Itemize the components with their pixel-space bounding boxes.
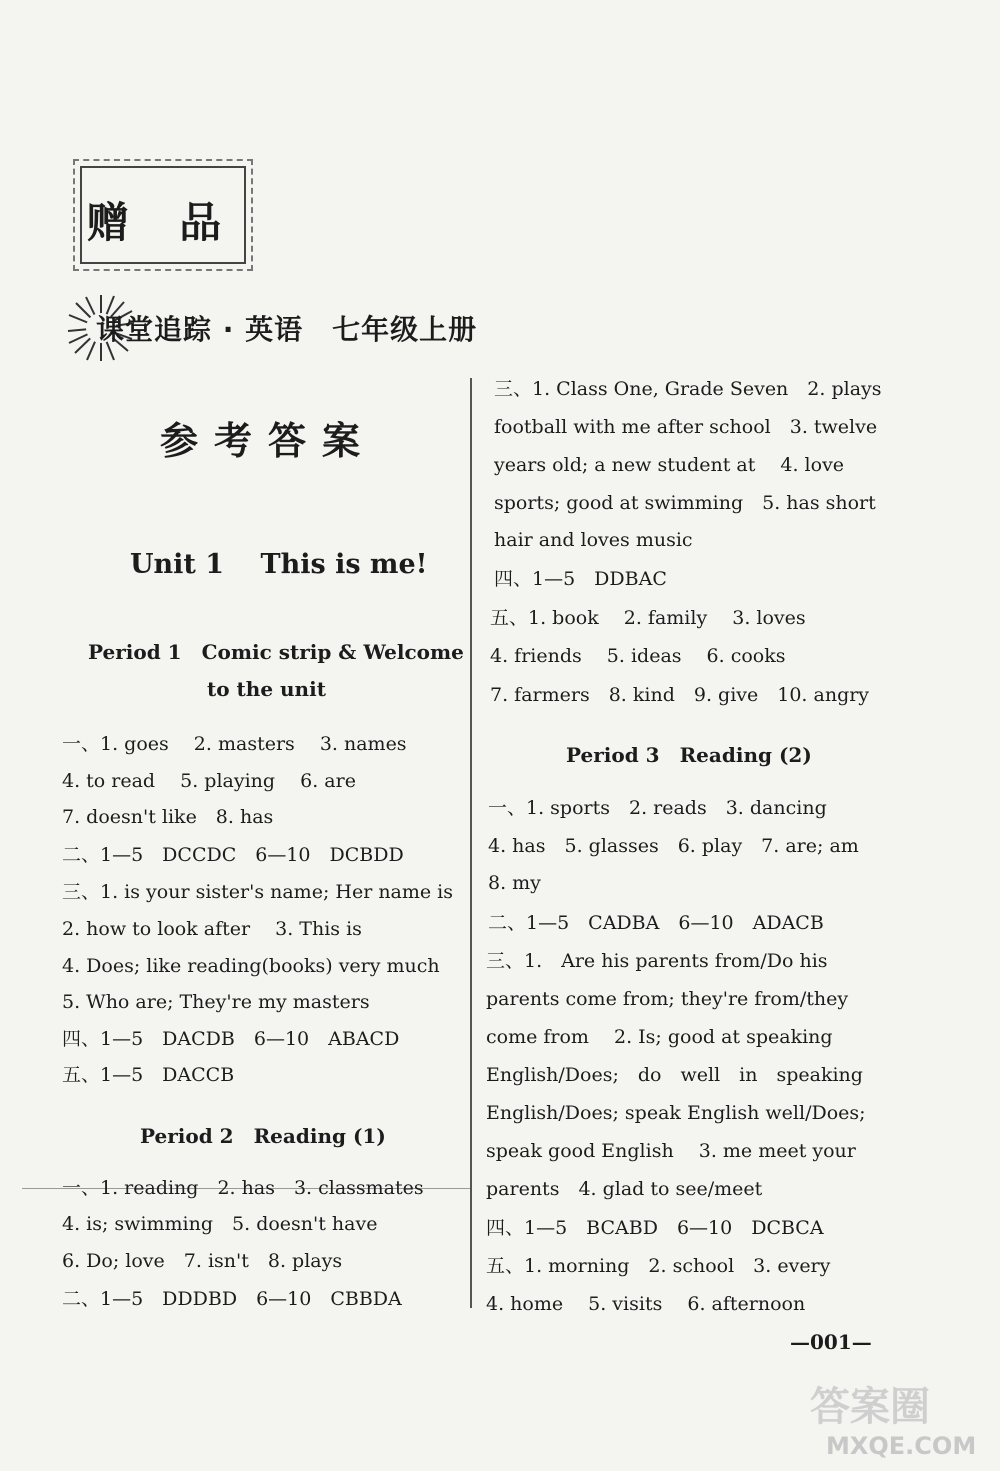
answer-line: 7. farmers 8. kind 9. give 10. angry: [490, 684, 870, 706]
answer-line: 五、1. morning 2. school 3. every: [486, 1255, 831, 1277]
gift-badge: [80, 166, 246, 264]
answer-key-title: 参考答案: [160, 419, 377, 463]
book-title: 课堂追踪 · 英语 七年级上册: [96, 313, 478, 346]
answer-line: 4. Does; like reading(books) very much: [62, 955, 440, 977]
answer-line: 一、1. goes 2. masters 3. names: [62, 733, 407, 755]
page-number: —001—: [790, 1330, 872, 1354]
answer-line: 四、1—5 DACDB 6—10 ABACD: [62, 1028, 400, 1050]
answer-line: 二、1—5 DDDBD 6—10 CBBDA: [62, 1288, 402, 1310]
answer-line: 二、1—5 CADBA 6—10 ADACB: [488, 912, 824, 934]
answer-line: 4. friends 5. ideas 6. cooks: [490, 645, 786, 667]
answer-line: 6. Do; love 7. isn't 8. plays: [62, 1250, 343, 1272]
answer-line: 5. Who are; They're my masters: [62, 991, 370, 1013]
column-divider: [470, 378, 472, 1308]
answer-line: 7. doesn't like 8. has: [62, 806, 274, 828]
answer-line: 4. to read 5. playing 6. are: [62, 770, 356, 792]
answer-line: years old; a new student at 4. love: [494, 454, 845, 476]
answer-line: 四、1—5 DDBAC: [494, 568, 667, 590]
answer-line: 一、1. reading 2. has 3. classmates: [62, 1177, 424, 1199]
gift-label: 赠 品: [86, 198, 240, 247]
answer-line: 一、1. sports 2. reads 3. dancing: [488, 797, 827, 819]
answer-line: 4. home 5. visits 6. afternoon: [486, 1293, 806, 1315]
answer-line: hair and loves music: [494, 529, 693, 551]
answer-line: 二、1—5 DCCDC 6—10 DCBDD: [62, 844, 404, 866]
answer-line: come from 2. Is; good at speaking: [486, 1026, 833, 1048]
answer-line: 4. has 5. glasses 6. play 7. are; am: [488, 835, 859, 857]
answer-line: parents come from; they're from/they: [486, 988, 849, 1010]
answer-line: 8. my: [488, 872, 541, 894]
answer-line: English/Does; do well in speaking: [486, 1064, 863, 1086]
period2-title: Period 2 Reading (1): [140, 1124, 386, 1148]
period1-title-cont: to the unit: [207, 677, 326, 701]
answer-line: 三、1. is your sister's name; Her name is: [62, 881, 454, 903]
period1-title: Period 1 Comic strip & Welcome: [88, 640, 464, 664]
period3-title: Period 3 Reading (2): [566, 743, 812, 767]
watermark-logo: 答案圈: [810, 1384, 930, 1430]
answer-line: 2. how to look after 3. This is: [62, 918, 362, 940]
answer-line: 三、1. Are his parents from/Do his: [486, 950, 828, 972]
answer-line: 五、1—5 DACCB: [62, 1064, 235, 1086]
answer-line: 五、1. book 2. family 3. loves: [490, 607, 806, 629]
watermark-url: MXQE.COM: [826, 1432, 977, 1460]
answer-line: 四、1—5 BCABD 6—10 DCBCA: [486, 1217, 824, 1239]
unit-title: Unit 1 This is me!: [130, 549, 428, 580]
answer-line: 三、1. Class One, Grade Seven 2. plays: [494, 378, 882, 400]
answer-line: 4. is; swimming 5. doesn't have: [62, 1213, 378, 1235]
answer-line: football with me after school 3. twelve: [494, 416, 878, 438]
answer-line: speak good English 3. me meet your: [486, 1140, 856, 1162]
answer-line: English/Does; speak English well/Does;: [486, 1102, 866, 1124]
answer-line: sports; good at swimming 5. has short: [494, 492, 876, 514]
answer-line: parents 4. glad to see/meet: [486, 1178, 763, 1200]
